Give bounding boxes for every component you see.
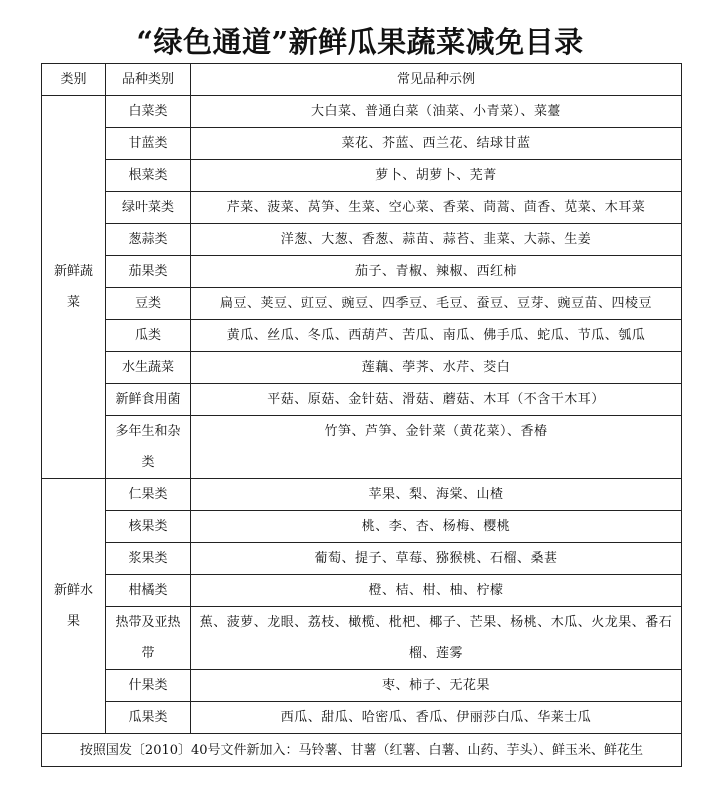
subcategory-cell: 热带及亚热带	[106, 607, 191, 670]
header-subcategory: 品种类别	[106, 64, 191, 96]
category-cell: 新鲜水果	[42, 479, 106, 734]
subcategory-cell: 核果类	[106, 511, 191, 543]
header-category: 类别	[42, 64, 106, 96]
examples-cell: 洋葱、大葱、香葱、蒜苗、蒜苔、韭菜、大蒜、生姜	[191, 224, 682, 256]
table-row	[42, 224, 682, 256]
category-cell: 新鲜蔬菜	[42, 96, 106, 479]
subcategory-cell: 豆类	[106, 288, 191, 320]
examples-cell: 蕉、菠萝、龙眼、荔枝、橄榄、枇杷、椰子、芒果、杨桃、木瓜、火龙果、番石榴、莲雾	[191, 607, 682, 670]
subcategory-cell: 绿叶菜类	[106, 192, 191, 224]
table-row	[42, 384, 682, 416]
footer-note: 按照国发〔2010〕40号文件新加入：马铃薯、甘薯（红薯、白薯、山药、芋头）、鲜玉米、鲜花生	[42, 734, 682, 767]
table-row	[42, 479, 682, 511]
subcategory-cell: 瓜类	[106, 320, 191, 352]
subcategory-cell: 白菜类	[106, 96, 191, 128]
examples-cell: 菜花、芥蓝、西兰花、结球甘蓝	[191, 128, 682, 160]
table-row	[42, 320, 682, 352]
table-header-row	[42, 64, 682, 96]
examples-cell: 橙、桔、柑、柚、柠檬	[191, 575, 682, 607]
examples-cell: 大白菜、普通白菜（油菜、小青菜）、菜薹	[191, 96, 682, 128]
subcategory-cell: 瓜果类	[106, 702, 191, 734]
subcategory-cell: 柑橘类	[106, 575, 191, 607]
examples-cell: 莲藕、荸荠、水芹、茭白	[191, 352, 682, 384]
produce-table	[41, 63, 682, 767]
examples-cell: 萝卜、胡萝卜、芜菁	[191, 160, 682, 192]
table-row	[42, 128, 682, 160]
table-row	[42, 256, 682, 288]
examples-cell: 茄子、青椒、辣椒、西红柿	[191, 256, 682, 288]
table-row	[42, 160, 682, 192]
examples-cell: 平菇、原菇、金针菇、滑菇、蘑菇、木耳（不含干木耳）	[191, 384, 682, 416]
subcategory-cell: 多年生和杂类	[106, 416, 191, 479]
examples-cell: 竹笋、芦笋、金针菜（黄花菜）、香椿	[191, 416, 682, 479]
table-row	[42, 607, 682, 670]
footer-row	[42, 734, 682, 767]
table-row	[42, 352, 682, 384]
subcategory-cell: 水生蔬菜	[106, 352, 191, 384]
subcategory-cell: 新鲜食用菌	[106, 384, 191, 416]
table-row	[42, 670, 682, 702]
subcategory-cell: 浆果类	[106, 543, 191, 575]
subcategory-cell: 仁果类	[106, 479, 191, 511]
examples-cell: 西瓜、甜瓜、哈密瓜、香瓜、伊丽莎白瓜、华莱士瓜	[191, 702, 682, 734]
examples-cell: 枣、柿子、无花果	[191, 670, 682, 702]
table-row	[42, 575, 682, 607]
table-row	[42, 511, 682, 543]
examples-cell: 黄瓜、丝瓜、冬瓜、西葫芦、苦瓜、南瓜、佛手瓜、蛇瓜、节瓜、瓠瓜	[191, 320, 682, 352]
examples-cell: 苹果、梨、海棠、山楂	[191, 479, 682, 511]
subcategory-cell: 什果类	[106, 670, 191, 702]
subcategory-cell: 甘蓝类	[106, 128, 191, 160]
table-row	[42, 416, 682, 479]
table-row	[42, 288, 682, 320]
examples-cell: 扁豆、荚豆、豇豆、豌豆、四季豆、毛豆、蚕豆、豆芽、豌豆苗、四棱豆	[191, 288, 682, 320]
table-row	[42, 192, 682, 224]
examples-cell: 葡萄、提子、草莓、猕猴桃、石榴、桑葚	[191, 543, 682, 575]
document-title: “绿色通道”新鲜瓜果蔬菜减免目录	[136, 25, 584, 59]
subcategory-cell: 茄果类	[106, 256, 191, 288]
subcategory-cell: 葱蒜类	[106, 224, 191, 256]
table-row	[42, 702, 682, 734]
header-examples: 常见品种示例	[191, 64, 682, 96]
examples-cell: 桃、李、杏、杨梅、樱桃	[191, 511, 682, 543]
subcategory-cell: 根菜类	[106, 160, 191, 192]
table-row	[42, 543, 682, 575]
table-row	[42, 96, 682, 128]
examples-cell: 芹菜、菠菜、莴笋、生菜、空心菜、香菜、茼蒿、茴香、苋菜、木耳菜	[191, 192, 682, 224]
